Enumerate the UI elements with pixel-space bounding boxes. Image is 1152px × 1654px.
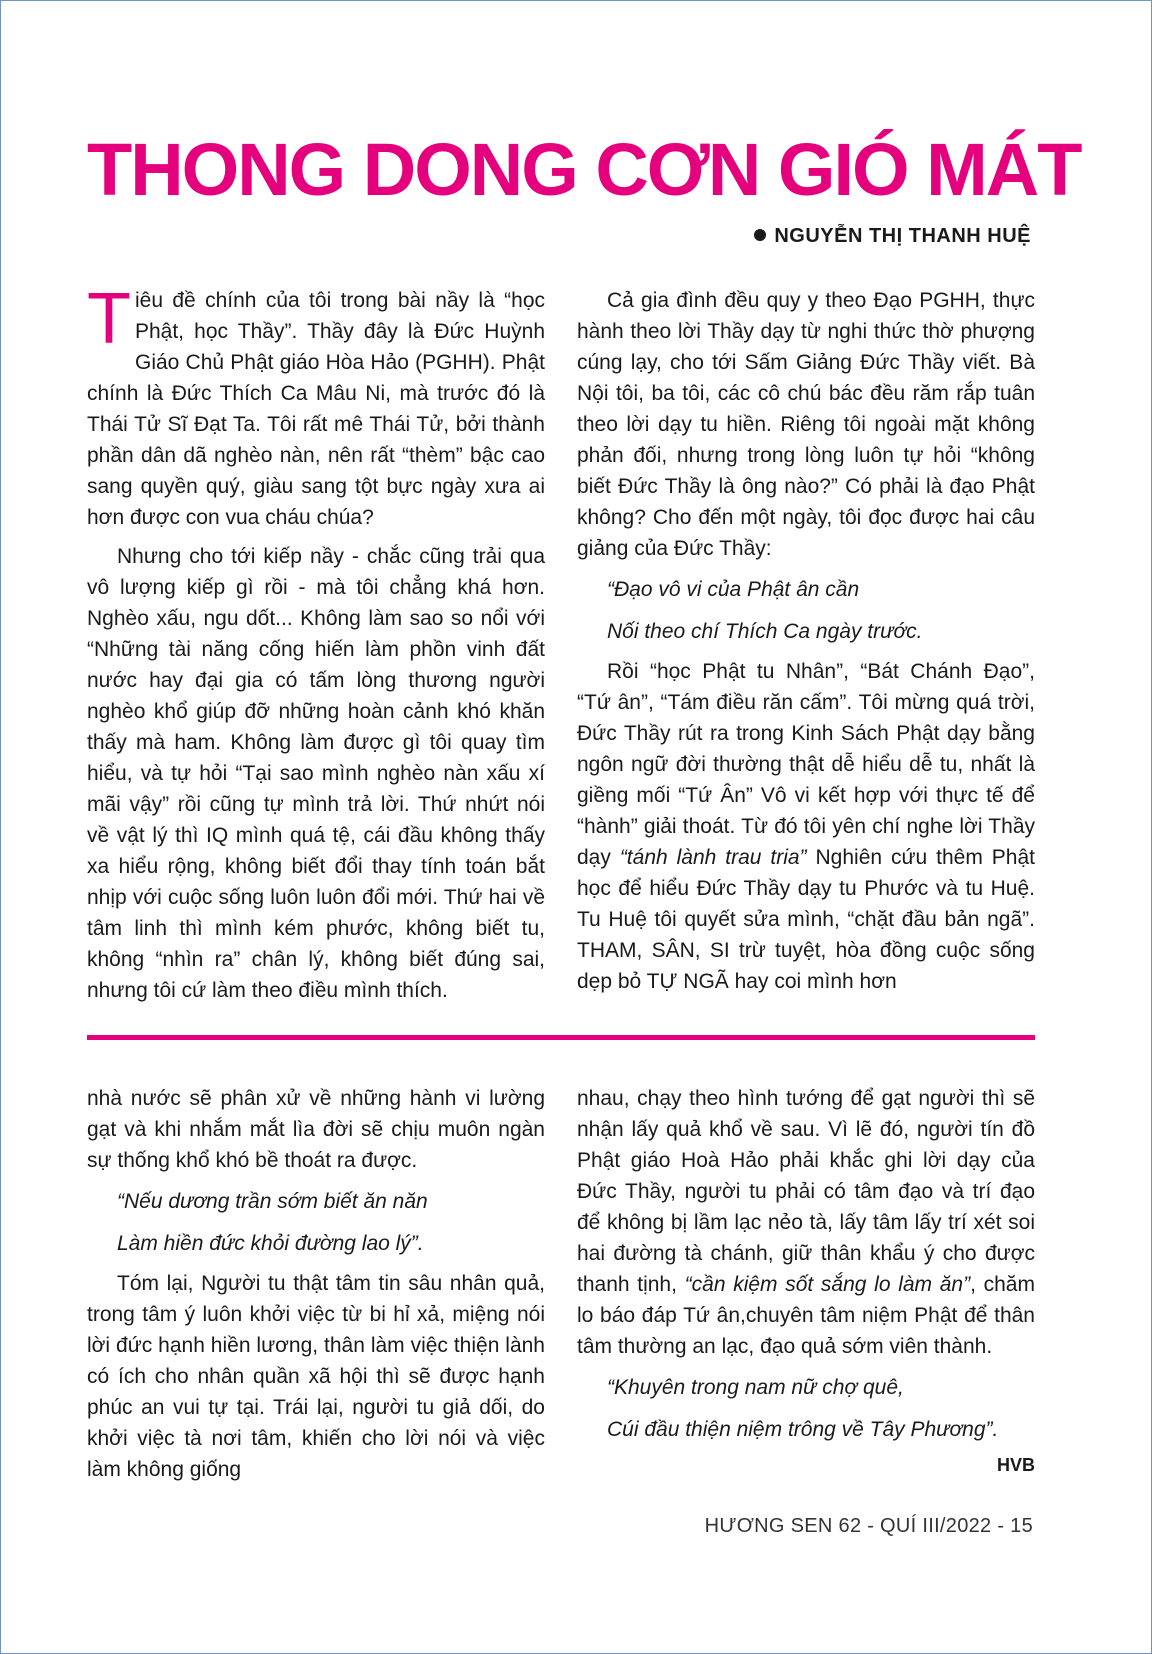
verse-line: “Khuyên trong nam nữ chợ quê, [607, 1376, 904, 1399]
paragraph: nhà nước sẽ phân xử về những hành vi lường gạt và khi nhắm mắt lìa đời sẽ chịu muôn ngàn sự thống khổ khó bề thoát ra được. [87, 1087, 545, 1172]
paragraph: Nhưng cho tới kiếp nầy - chắc cũng trải qua vô lượng kiếp gì rồi - mà tôi chẳng khá hơn. Nghèo xấu, ngu dốt... Không làm sao so nổi với “Những tài năng cống hiến làm phồn vinh đất nước hay đại gia có tấm lòng thương người nghèo khổ giúp đỡ những hoàn cảnh khó khăn thấy mà ham. Không làm được gì tôi quay tìm hiểu, và tự hỏi “Tại sao mình nghèo nàn xấu xí mãi vậy” rồi cũng tự mình trả lời. Thứ nhứt nói về vật lý thì IQ mình quá tệ, cái đầu không thấy xa hiểu rộng, không biết đổi thay tính toán bắt nhịp với cuộc sống luôn luôn đổi mới. Thứ hai về tâm linh thì mình kém phước, không biết tu, không “nhìn ra” chân lý, không biết đúng sai, nhưng tôi cứ làm theo điều mình thích. [87, 545, 545, 1002]
verse-line: Làm hiền đức khỏi đường lao lý”. [117, 1232, 424, 1255]
page-footer: HƯƠNG SEN 62 - QUÍ III/2022 - 15 [704, 1515, 1033, 1537]
verse-line: “Đạo vô vi của Phật ân cần [607, 578, 860, 601]
column-2 [577, 285, 1035, 1005]
column-1 [87, 279, 545, 1014]
paragraph: Tiêu đề chính của tôi trong bài nầy là “học Phật, học Thầy”. Thầy đây là Đức Huỳnh Giáo Chủ Phật giáo Hòa Hảo (PGHH). Phật chính là Đức Thích Ca Mâu Ni, mà trước đó là Thái Tử Sĩ Đạt Ta. Tôi rất mê Thái Tử, bởi thành phần dân dã nghèo nàn, nên rất “thèm” bậc cao sang quyền quý, giàu sang tột bực ngày xưa ai hơn được con vua cháu chúa? [87, 279, 545, 529]
verse-line: “Nếu dương trần sớm biết ăn năn [117, 1190, 428, 1213]
author-name: NGUYỄN THỊ THANH HUỆ [774, 225, 1031, 247]
bullet-icon [754, 229, 766, 241]
paragraph: Rồi “học Phật tu Nhân”, “Bát Chánh Đạo”, “Tứ ân”, “Tám điều răn cấm”. Tôi mừng quá trời, Đức Thầy rút ra trong Kinh Sách Phật dạy bằng ngôn ngữ đời thường thật dễ hiểu dễ tu, nhất là giềng mối “Tứ Ân” Vô vi kết hợp với thực tế để “hành” giải thoát. Từ đó tôi yên chí nghe lời Thầy dạy “tánh lành trau tria” Nghiên cứu thêm Phật học để hiểu Đức Thầy dạy tu Phước và tu Huệ. Tu Huệ tôi quyết sửa mình, “chặt đầu bản ngã”. THAM, SÂN, SI trừ tuyệt, hòa đồng cuộc sống dẹp bỏ TỰ NGÃ hay coi mình hơn [577, 660, 1035, 993]
paragraph: nhau, chạy theo hình tướng để gạt người thì sẽ nhận lấy quả khổ về sau. Vì lẽ đó, người tín đồ Phật giáo Hoà Hảo phải khắc ghi lời dạy của Đức Thầy, người tu phải có tâm đạo và trí đạo để không bị lầm lạc nẻo tà, lấy tâm lấy trí xét soi hai đường tà chánh, giữ thân khẩu ý cho được thanh tịnh, “cần kiệm sốt sắng lo làm ăn”, chăm lo báo đáp Tứ ân,chuyên tâm niệm Phật để thân tâm thường an lạc, đạo quả sớm viên thành. [577, 1087, 1035, 1358]
paragraph: Tóm lại, Người tu thật tâm tin sâu nhân quả, trong tâm ý luôn khởi việc từ bi hỉ xả, miệng nói lời đức hạnh hiền lương, thân làm việc thiện lành có ích cho nhân quần xã hội thì sẽ được hạnh phúc an vui tự tại. Trái lại, người tu giả dối, do khởi việc tà nơi tâm, khiến cho lời nói và việc làm không giống [87, 1272, 545, 1481]
article-title: THONG DONG CƠN GIÓ MÁT [87, 128, 1081, 211]
author-byline [754, 225, 1031, 248]
paragraph: Cả gia đình đều quy y theo Đạo PGHH, thực hành theo lời Thầy dạy từ nghi thức thờ phượng cúng lạy, cho tới Sấm Giảng Đức Thầy viết. Bà Nội tôi, ba tôi, các cô chú bác đều răm rắp tuân theo lời dạy tu hiền. Riêng tôi ngoài mặt không phản đối, nhưng trong lòng luôn tự hỏi “không biết Đức Thầy là ông nào?” Có phải là đạo Phật không? Cho đến một ngày, tôi đọc được hai câu giảng của Đức Thầy: [577, 289, 1035, 560]
verse-line: Nối theo chí Thích Ca ngày trước. [607, 620, 923, 643]
verse-line: Cúi đầu thiện niệm trông về Tây Phương”. [607, 1418, 999, 1441]
drop-cap: T [87, 279, 131, 359]
signature: HVB [996, 1455, 1035, 1475]
section-divider [87, 1035, 1035, 1040]
column-4 [577, 1083, 1035, 1481]
column-3 [87, 1083, 545, 1493]
